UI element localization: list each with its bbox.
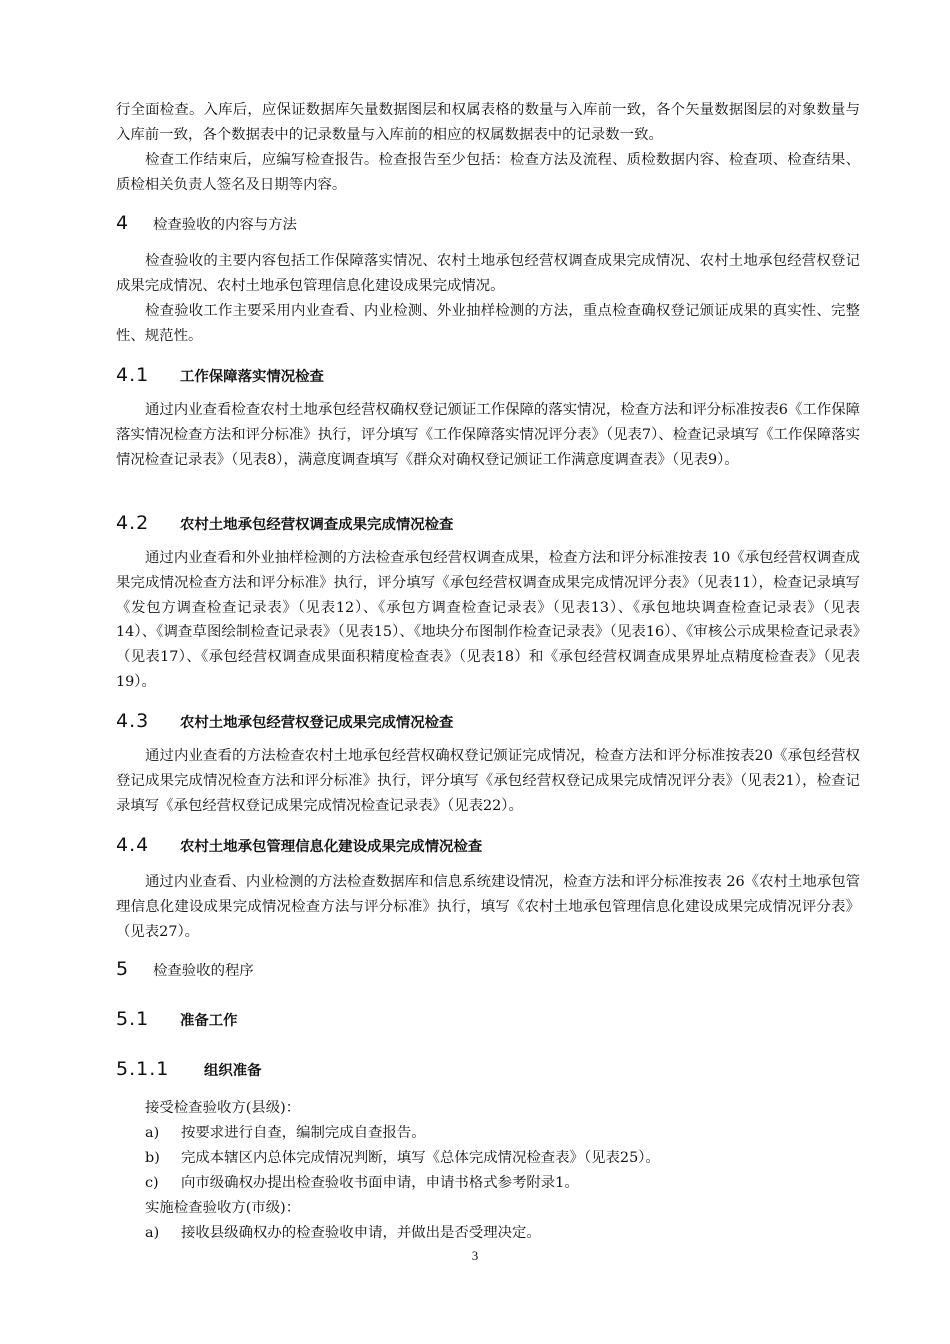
list-marker: b): [145, 1150, 160, 1166]
heading-5-1: [116, 1008, 238, 1030]
list-marker: c): [145, 1175, 159, 1191]
heading-title: 检查验收的程序: [153, 962, 254, 979]
paragraph-city-label: 实施检查验收方(市级)：: [145, 1200, 301, 1216]
paragraph-4-method: 检查验收工作主要采用内业查看、内业检测、外业抽样检测的方法，重点检查确权登记颁证成果的真实性、完整性、规范性。: [116, 303, 860, 344]
paragraph-inspection-report: 检查工作结束后，应编写检查报告。检查报告至少包括：检查方法及流程、质检数据内容、检查项、检查结果、质检相关负责人签名及日期等内容。: [116, 152, 860, 193]
heading-title: 准备工作: [180, 1012, 238, 1029]
heading-number: 5.1: [116, 1008, 150, 1030]
paragraph-4-3: 通过内业查看的方法检查农村土地承包经营权确权登记颁证完成情况，检查方法和评分标准按表20《承包经营权登记成果完成情况检查方法和评分标准》执行，评分填写《承包经营权登记成果完成情况评分表》（见表21），检查记录填写《承包经营权登记成果完成情况检查记录表》（见表22）。: [116, 748, 860, 814]
list-item: [145, 1146, 660, 1171]
list-text: 接收县级确权办的检查验收申请，并做出是否受理决定。: [181, 1225, 541, 1241]
paragraph-4-4: 通过内业查看、内业检测的方法检查数据库和信息系统建设情况，检查方法和评分标准按表 26《农村土地承包管理信息化建设成果完成情况检查方法与评分标准》执行，填写《农村土地承包管理信息化建设成果完成情况评分表》（见表27）。: [116, 874, 860, 940]
paragraph-county-label: 接受检查验收方(县级)：: [145, 1100, 301, 1116]
list-item: [145, 1171, 579, 1196]
list-marker: a): [145, 1225, 160, 1241]
heading-4: [116, 212, 297, 234]
heading-4-2: [116, 512, 453, 534]
list-item: [145, 1121, 426, 1146]
list-text: 按要求进行自查，编制完成自查报告。: [181, 1125, 426, 1141]
heading-title: 农村土地承包经营权调查成果完成情况检查: [180, 516, 454, 533]
heading-5-1-1: [116, 1058, 262, 1080]
list-text: 向市级确权办提出检查验收书面申请，申请书格式参考附录1。: [181, 1175, 579, 1191]
heading-number: 4.4: [116, 834, 150, 856]
heading-number: 4.3: [116, 710, 150, 732]
heading-number: 4.1: [116, 364, 150, 386]
heading-number: 4.2: [116, 512, 150, 534]
paragraph-continuation: 行全面检查。入库后，应保证数据库矢量数据图层和权属表格的数量与入库前一致，各个矢量数据图层的对象数量与入库前一致，各个数据表中的记录数量与入库前的相应的权属数据表中的记录数一致。: [116, 102, 860, 143]
heading-4-1: [116, 364, 324, 386]
heading-number: 5.1.1: [116, 1058, 170, 1080]
list-text: 完成本辖区内总体完成情况判断，填写《总体完成情况检查表》（见表25）。: [181, 1150, 660, 1166]
heading-4-4: [116, 834, 482, 856]
heading-title: 组织准备: [204, 1062, 262, 1079]
heading-title: 农村土地承包管理信息化建设成果完成情况检查: [180, 838, 483, 855]
heading-title: 农村土地承包经营权登记成果完成情况检查: [180, 714, 454, 731]
heading-number: 4: [116, 212, 130, 234]
page-number: 3: [471, 1248, 479, 1263]
paragraph-4-2: 通过内业查看和外业抽样检测的方法检查承包经营权调查成果，检查方法和评分标准按表 10《承包经营权调查成果完成情况检查方法和评分标准》执行，评分填写《承包经营权调查成果完成情况评分表》（见表11），检查记录填写《发包方调查检查记录表》（见表12）、《承包方调查检查记录表》（见表13）、《承包地块调查检查记录表》（见表14）、《调查草图绘制检查记录表》（见表15）、《地块分布图制作检查记录表》（见表16）、《审核公示成果检查记录表》（见表17）、《承包经营权调查成果面积精度检查表》（见表18）和《承包经营权调查成果界址点精度检查表》（见表19）。: [116, 550, 860, 690]
paragraph-4-content: 检查验收的主要内容包括工作保障落实情况、农村土地承包经营权调查成果完成情况、农村土地承包经营权登记成果完成情况、农村土地承包管理信息化建设成果完成情况。: [116, 253, 860, 294]
heading-number: 5: [116, 958, 130, 980]
heading-title: 工作保障落实情况检查: [180, 368, 324, 385]
list-marker: a): [145, 1125, 160, 1141]
heading-title: 检查验收的内容与方法: [153, 216, 297, 233]
heading-5: [116, 958, 254, 980]
list-item: [145, 1221, 541, 1246]
heading-4-3: [116, 710, 453, 732]
paragraph-4-1: 通过内业查看检查农村土地承包经营权确权登记颁证工作保障的落实情况，检查方法和评分标准按表6《工作保障落实情况检查方法和评分标准》执行，评分填写《工作保障落实情况评分表》（见表7）、检查记录填写《工作保障落实情况检查记录表》（见表8），满意度调查填写《群众对确权登记颁证工作满意度调查表》（见表9）。: [116, 402, 860, 468]
